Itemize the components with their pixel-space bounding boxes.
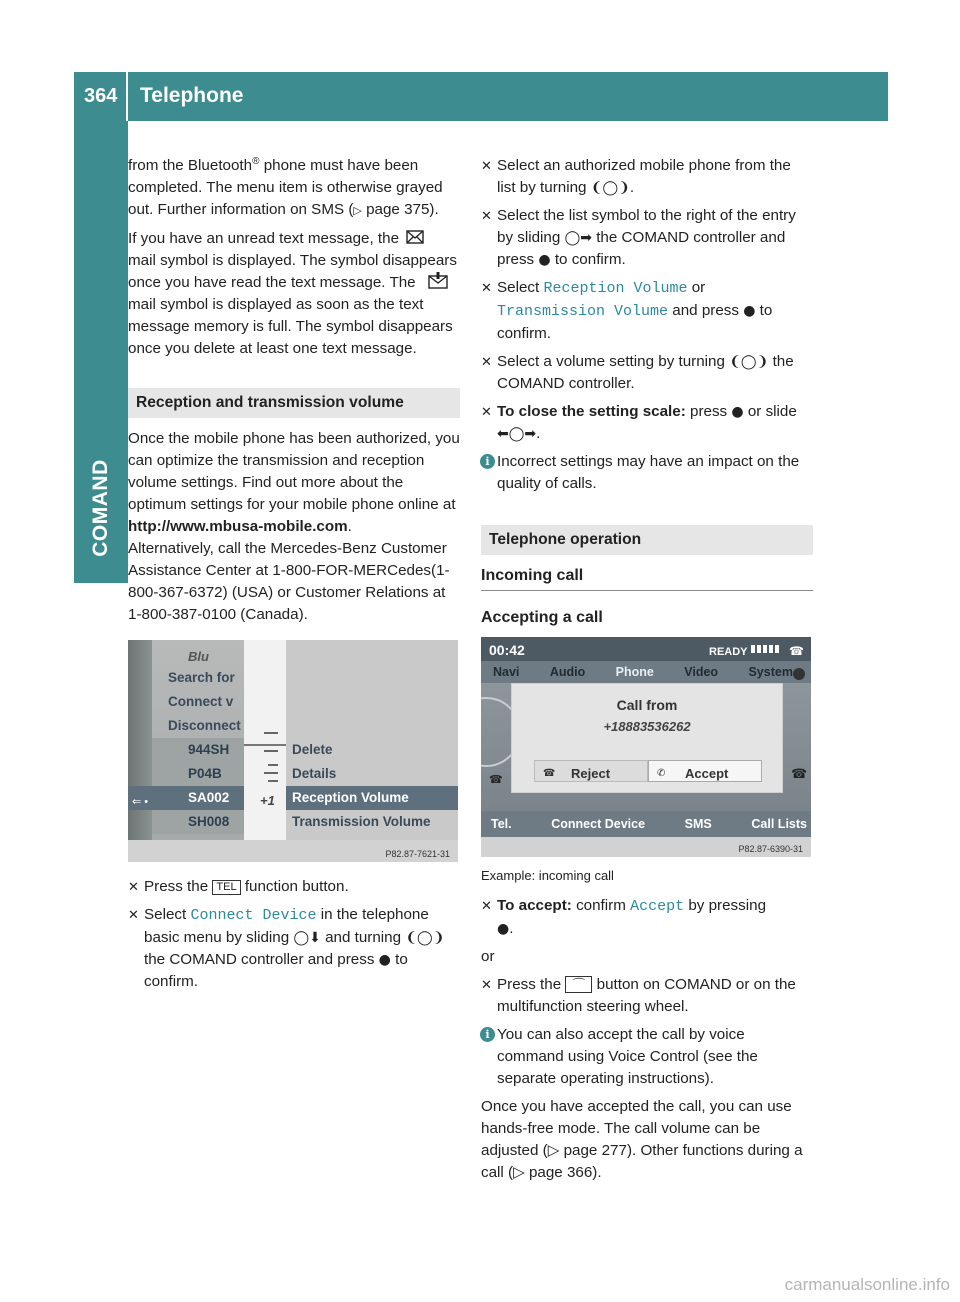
reject-button[interactable]	[534, 760, 648, 782]
info-incorrect-settings: i Incorrect settings may have an impact on the quality of calls.	[481, 451, 813, 495]
step-volume-setting: ✕ Select a volume setting by turning ❨◯❩ the COMAND controller.	[481, 353, 794, 392]
chapter-title: Telephone	[140, 84, 244, 107]
signal-bars-icon	[751, 645, 781, 653]
section-reception-transmission: Reception and transmission volume	[128, 388, 460, 418]
submenu-transmission-volume[interactable]: Transmission Volume	[292, 814, 431, 829]
tab-phone[interactable]: Phone	[615, 665, 654, 679]
site-watermark: carmanualsonline.info	[784, 1275, 950, 1294]
accept-label: Accept	[685, 766, 729, 781]
submenu-reception-volume[interactable]: Reception Volume	[292, 790, 409, 805]
figure-id: P82.87-7621-31	[385, 849, 450, 859]
controller-slide-leftright-icon: ⬅◯➡	[497, 426, 537, 442]
subheading-incoming-call: Incoming call	[481, 565, 813, 591]
controller-press-icon: ●	[378, 952, 391, 968]
step-press-tel: ✕ Press the TEL function button.	[128, 878, 349, 895]
bottom-sms[interactable]: SMS	[684, 817, 712, 831]
volume-plus-label: +1	[260, 793, 275, 808]
controller-slide-right-icon: ◯➡	[564, 230, 592, 246]
right-column	[481, 155, 813, 1190]
bottom-tel[interactable]: Tel.	[491, 817, 512, 831]
step-press-phone-button: ✕ Press the ⌒ button on COMAND or on the multifunction steering wheel.	[481, 976, 796, 1015]
phone-right-icon: ☎	[791, 766, 808, 781]
controller-turn-icon: ❨◯❩	[405, 930, 445, 946]
caller-number: +18883536262	[603, 719, 691, 734]
clock: 00:42	[489, 642, 525, 658]
accept-button[interactable]	[648, 760, 762, 782]
controller-turn-icon: ❨◯❩	[729, 354, 769, 370]
step-select-connect: ✕ Select Connect Device in the telephone basic menu by sliding ◯⬇ and turning ❨◯❩ the COMAND controller and press ● to confirm.	[128, 906, 445, 990]
mail-icon	[406, 230, 424, 244]
phone-left-icon: ☎	[489, 774, 503, 786]
submenu-details[interactable]: Details	[292, 766, 337, 781]
device-p04b[interactable]: P04B	[188, 766, 222, 781]
left-column	[128, 155, 460, 999]
device-sa002[interactable]: SA002	[188, 790, 230, 805]
page-header	[74, 72, 888, 121]
intro-paragraph: from the Bluetooth® phone must have been completed. The menu item is otherwise grayed out. Further information on SMS (▷ page 375).	[128, 155, 443, 218]
submenu-delete[interactable]: Delete	[292, 742, 333, 757]
side-tab-label: COMAND	[89, 459, 112, 557]
bottom-connect-device[interactable]: Connect Device	[551, 817, 646, 831]
step-select-phone: ✕ Select an authorized mobile phone from the list by turning ❨◯❩.	[481, 157, 791, 196]
controller-press-icon: ●	[743, 303, 756, 319]
mbusa-link[interactable]: http://www.mbusa-mobile.com	[128, 518, 348, 535]
bottom-call-lists[interactable]: Call Lists	[751, 817, 807, 831]
tel-key-icon: TEL	[212, 880, 240, 895]
hang-up-icon: ☎	[543, 768, 556, 779]
subheading-accepting-call: Accepting a call	[481, 609, 603, 626]
step-select-volume-type: ✕ Select Reception Volume or Transmission Volume and press ● to confirm.	[481, 279, 773, 342]
controller-slide-down-icon: ◯⬇	[293, 930, 321, 946]
tab-video[interactable]: Video	[684, 665, 719, 679]
header-separator	[126, 72, 128, 121]
phone-menu-screenshot	[128, 640, 458, 862]
device-sh008[interactable]: SH008	[188, 814, 230, 829]
tab-system[interactable]: System	[748, 665, 793, 679]
or-text: or	[481, 948, 495, 965]
info-icon: i	[480, 454, 495, 469]
screen-top-label: Blu	[188, 649, 209, 664]
incoming-call-dialog	[511, 683, 783, 793]
volume-paragraph: Once the mobile phone has been authorized, you can optimize the transmission and reception volume settings. Find out more about the optimum settings for your mobile phone online at http://www.mbusa-mobile.com. Alternatively, call the Mercedes-Benz Customer Assistance Center at 1-800-FOR-MERCedes(1-800-367-6372) (USA) or Customer Relations at 1-800-387-0100 (Canada).	[128, 430, 460, 623]
info-voice-control: i You can also accept the call by voice command using Voice Control (see the separate operating instructions).	[481, 1024, 813, 1090]
controller-press-icon: ●	[731, 404, 744, 420]
ready-status: READY	[709, 646, 748, 658]
controller-press-icon: ●	[497, 921, 510, 937]
page-number: 364	[84, 85, 118, 107]
figure-id: P82.87-6390-31	[738, 844, 803, 854]
reject-label: Reject	[571, 766, 611, 781]
menu-item-connect[interactable]: Connect v	[168, 694, 234, 709]
menu-item-search[interactable]: Search for	[168, 670, 235, 685]
final-paragraph: Once you have accepted the call, you can use hands-free mode. The call volume can be adjusted (▷ page 277). Other functions during a call (▷ page 366).	[481, 1098, 803, 1181]
step-list-symbol: ✕ Select the list symbol to the right of the entry by sliding ◯➡ the COMAND controller and press ● to confirm.	[481, 207, 796, 268]
controller-turn-icon: ❨◯❩	[590, 180, 630, 196]
figure-caption: Example: incoming call	[481, 868, 614, 883]
controller-press-icon: ●	[538, 252, 551, 268]
step-close-scale: ✕ To close the setting scale: press ● or slide ⬅◯➡.	[481, 403, 797, 442]
phone-status-icon: ☎	[789, 644, 804, 658]
dialog-title: Call from	[616, 697, 678, 713]
phone-button-icon: ⌒	[565, 976, 592, 993]
section-telephone-operation: Telephone operation	[481, 525, 813, 555]
step-accept: ✕ To accept: confirm Accept by pressing ●.	[481, 897, 767, 937]
tab-navi[interactable]: Navi	[493, 665, 520, 679]
unread-paragraph: If you have an unread text message, the mail symbol is displayed. The symbol disappears once you have read the text message. The mail symbol is displayed as soon as the text message memory is full. The symbol disappears once you delete at least one text message.	[128, 230, 457, 357]
menu-item-disconnect[interactable]: Disconnect	[168, 718, 241, 733]
incoming-call-screenshot	[481, 637, 811, 857]
accept-phone-icon: ✆	[657, 768, 666, 779]
tab-audio[interactable]: Audio	[549, 665, 586, 679]
mail-full-icon	[428, 272, 448, 289]
device-944sh[interactable]: 944SH	[188, 742, 230, 757]
side-tab	[74, 121, 128, 583]
info-icon: i	[480, 1027, 495, 1042]
back-arrow-icon: ⇐ •	[132, 796, 149, 808]
